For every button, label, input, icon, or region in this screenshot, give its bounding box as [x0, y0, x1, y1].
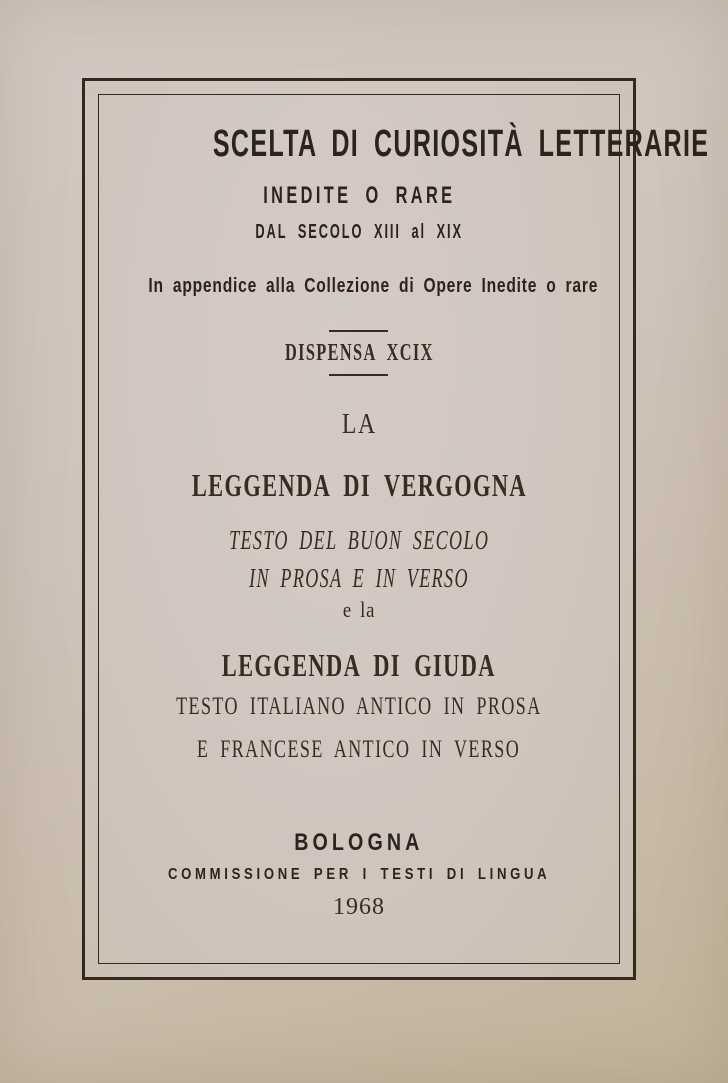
title-article-text: LA — [341, 408, 377, 440]
imprint-publisher — [85, 867, 633, 883]
issue-number — [85, 341, 633, 365]
series-title — [85, 123, 710, 165]
series-subtitle-text: INEDITE O RARE — [262, 182, 456, 209]
work1-title — [85, 469, 633, 501]
imprint-year — [85, 895, 633, 919]
work1-desc-line2 — [85, 565, 633, 592]
work2-desc-line2 — [85, 737, 633, 762]
outer-frame-rule — [82, 78, 710, 980]
work2-desc-line1-text: TESTO ITALIANO ANTICO IN PROSA — [176, 693, 542, 720]
series-range — [85, 222, 633, 242]
work2-desc-line1 — [85, 694, 633, 719]
series-range-text: DAL SECOLO XIII al XIX — [255, 221, 463, 243]
title-article — [85, 410, 633, 439]
work1-desc-line1 — [85, 527, 633, 554]
series-subtitle — [85, 184, 633, 208]
conjunction — [85, 599, 633, 621]
work1-desc-line2-text: IN PROSA E IN VERSO — [249, 563, 469, 593]
imprint-publisher-text: COMMISSIONE PER I TESTI DI LINGUA — [167, 866, 551, 883]
work2-title — [85, 649, 633, 681]
issue-number-text: DISPENSA XCIX — [284, 340, 434, 366]
conjunction-text: e la — [342, 597, 376, 622]
appendix-note-text: In appendice alla Collezione di Opere Inedite o rare — [148, 275, 599, 297]
work1-title-text: LEGGENDA DI VERGOGNA — [191, 467, 527, 503]
series-title-text: SCELTA DI CURIOSITÀ LETTERARIE — [212, 123, 710, 165]
work2-title-text: LEGGENDA DI GIUDA — [221, 647, 497, 683]
imprint-city — [85, 831, 633, 855]
imprint-city-text: BOLOGNA — [294, 829, 424, 856]
appendix-note — [85, 276, 633, 296]
divider-rule-top — [329, 330, 388, 332]
imprint-year-text: 1968 — [333, 894, 385, 920]
work1-desc-line1-text: TESTO DEL BUON SECOLO — [228, 525, 490, 555]
work2-desc-line2-text: E FRANCESE ANTICO IN VERSO — [197, 736, 521, 763]
divider-rule-bottom — [329, 374, 388, 376]
